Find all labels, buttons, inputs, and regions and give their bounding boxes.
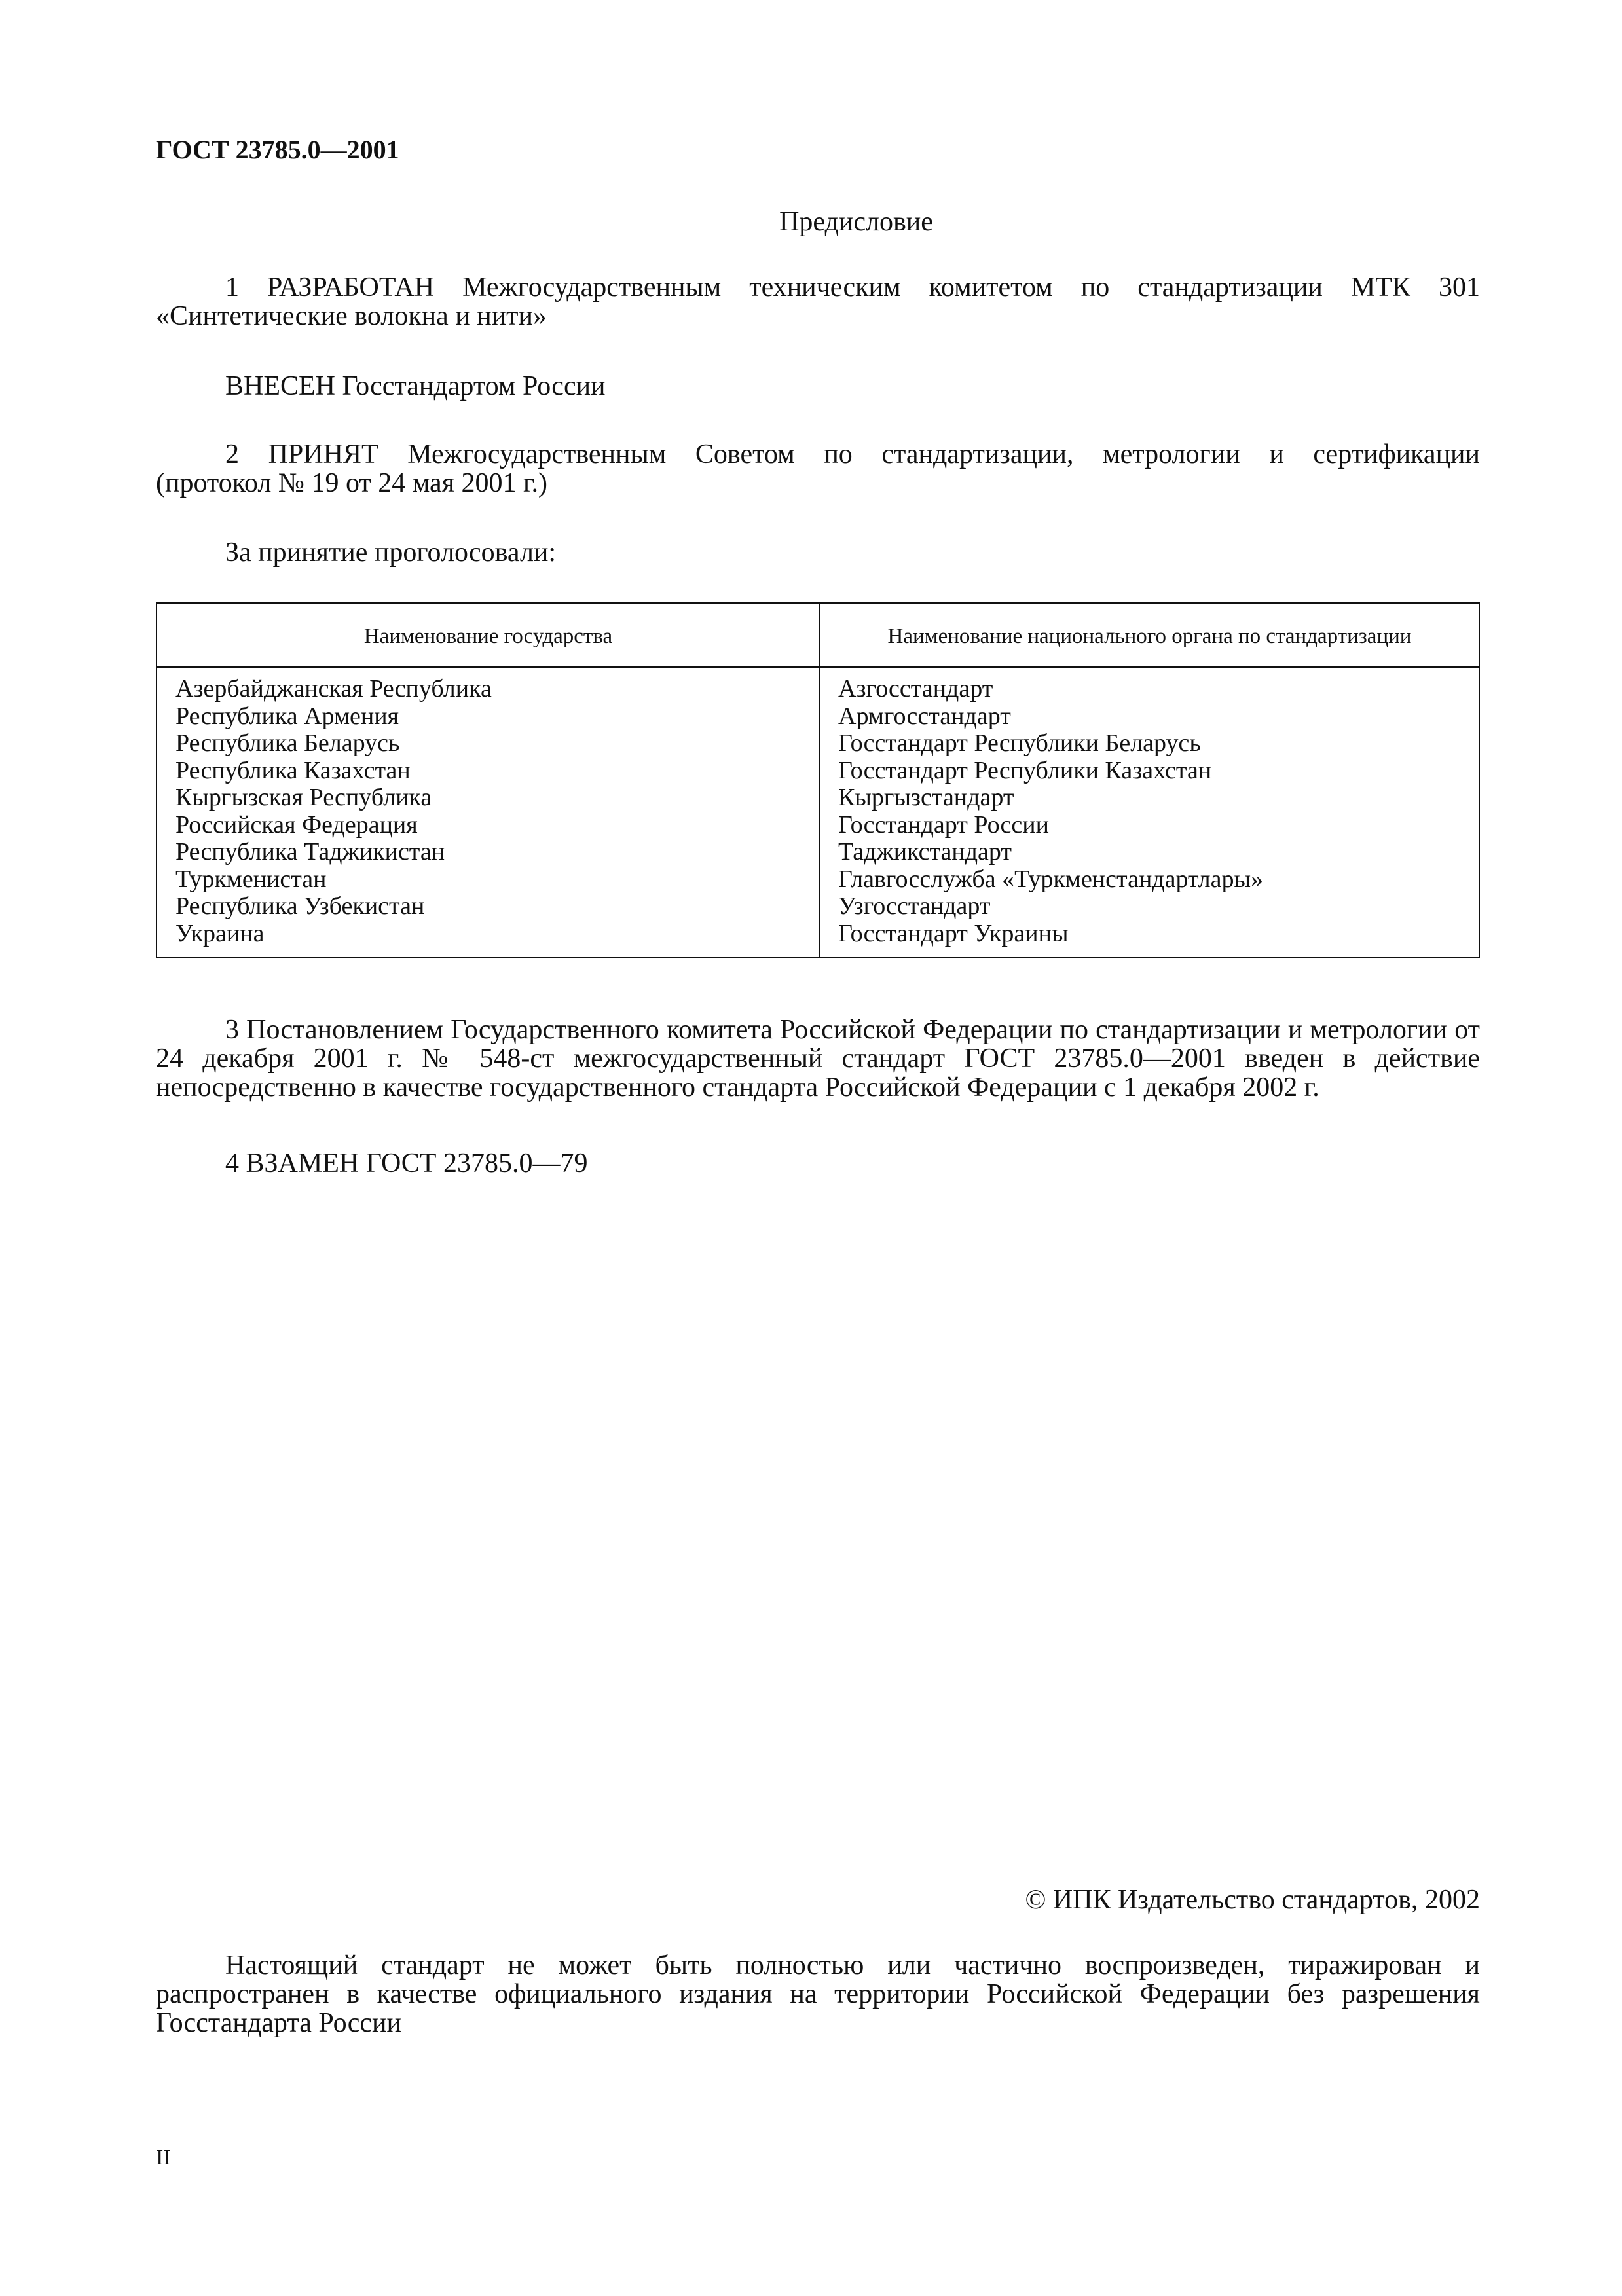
reproduction-notice-text: Настоящий стандарт не может быть полностью или частично воспроизведен, тиражирован и распространен в качестве официального издания на территории Российской Федерации без разрешения Госстандарта России xyxy=(156,1950,1480,2038)
table-cell-body: Госстандарт Украины xyxy=(838,919,1069,947)
table-column-divider xyxy=(819,604,820,957)
table-cell-body: Главгосслужба «Туркменстандартлары» xyxy=(838,865,1264,893)
table-cell-body: Госстандарт Республики Беларусь xyxy=(838,729,1201,757)
table-cell-state: Республика Армения xyxy=(175,702,399,730)
paragraph-decree-text: 3 Постановлением Государственного комитета Российской Федерации по стандартизации и метрологии от 24 декабря 2001 г. № 548-ст межгосударственный стандарт ГОСТ 23785.0—2001 введен в действие непосредственно в качестве государственного стандарта Российской Федерации с 1 декабря 2002 г. xyxy=(156,1015,1480,1102)
table-cell-state: Республика Таджикистан xyxy=(175,838,445,866)
paragraph-developed-cont-line: «Синтетические волокна и нити» xyxy=(156,301,547,331)
table-cell-state: Туркменистан xyxy=(175,865,327,893)
paragraph-adopted-cont-line: (протокол № 19 от 24 мая 2001 г.) xyxy=(156,468,547,498)
table-cell-body: Азгосстандарт xyxy=(838,675,993,702)
preface-title: Предисловие xyxy=(779,207,933,237)
table-cell-state: Республика Беларусь xyxy=(175,729,400,757)
paragraph-adopted-cont xyxy=(156,469,1480,498)
paragraph-replaces-line: 4 ВЗАМЕН ГОСТ 23785.0—79 xyxy=(225,1148,588,1178)
table-header-rule xyxy=(157,666,1479,668)
table-cell-state: Республика Казахстан xyxy=(175,756,411,784)
table-cell-state: Украина xyxy=(175,919,265,947)
page-number: II xyxy=(156,2145,171,2170)
table-cell-body: Таджикстандарт xyxy=(838,838,1012,866)
table-states-column xyxy=(175,676,492,947)
table-cell-state: Республика Узбекистан xyxy=(175,892,425,920)
table-header-body: Наименование национального органа по стандартизации xyxy=(887,625,1412,648)
table-cell-state: Кыргызская Республика xyxy=(175,784,432,811)
paragraph-adopted-line: 2 ПРИНЯТ Межгосударственным Советом по стандартизации, метрологии и сертификации xyxy=(225,439,1480,469)
table-cell-body: Госстандарт Республики Казахстан xyxy=(838,756,1212,784)
paragraph-developed-line: 1 РАЗРАБОТАН Межгосударственным техническим комитетом по стандартизации МТК 301 xyxy=(225,272,1480,302)
table-cell-body: Госстандарт России xyxy=(838,811,1049,839)
document-code: ГОСТ 23785.0—2001 xyxy=(156,135,399,164)
table-bodies-column xyxy=(838,676,1263,947)
voting-table xyxy=(156,602,1480,958)
paragraph-developed-cont xyxy=(156,302,1480,331)
paragraph-adopted xyxy=(156,440,1480,469)
table-cell-state: Российская Федерация xyxy=(175,811,418,839)
paragraph-replaces xyxy=(156,1149,1480,1178)
copyright-line: © ИПК Издательство стандартов, 2002 xyxy=(1025,1885,1480,1915)
paragraph-submitted-line: ВНЕСЕН Госстандартом России xyxy=(225,371,606,401)
paragraph-submitted xyxy=(156,372,1480,401)
table-cell-state: Азербайджанская Республика xyxy=(175,675,492,702)
table-header-state: Наименование государства xyxy=(363,625,613,648)
paragraph-voted xyxy=(156,538,1480,567)
table-cell-body: Армгосстандарт xyxy=(838,702,1011,730)
table-cell-body: Узгосстандарт xyxy=(838,892,991,920)
table-cell-body: Кыргызстандарт xyxy=(838,784,1014,811)
reproduction-notice xyxy=(156,1951,1480,2037)
paragraph-decree xyxy=(156,1015,1480,1102)
paragraph-developed xyxy=(156,273,1480,302)
paragraph-voted-line: За принятие проголосовали: xyxy=(225,538,557,568)
